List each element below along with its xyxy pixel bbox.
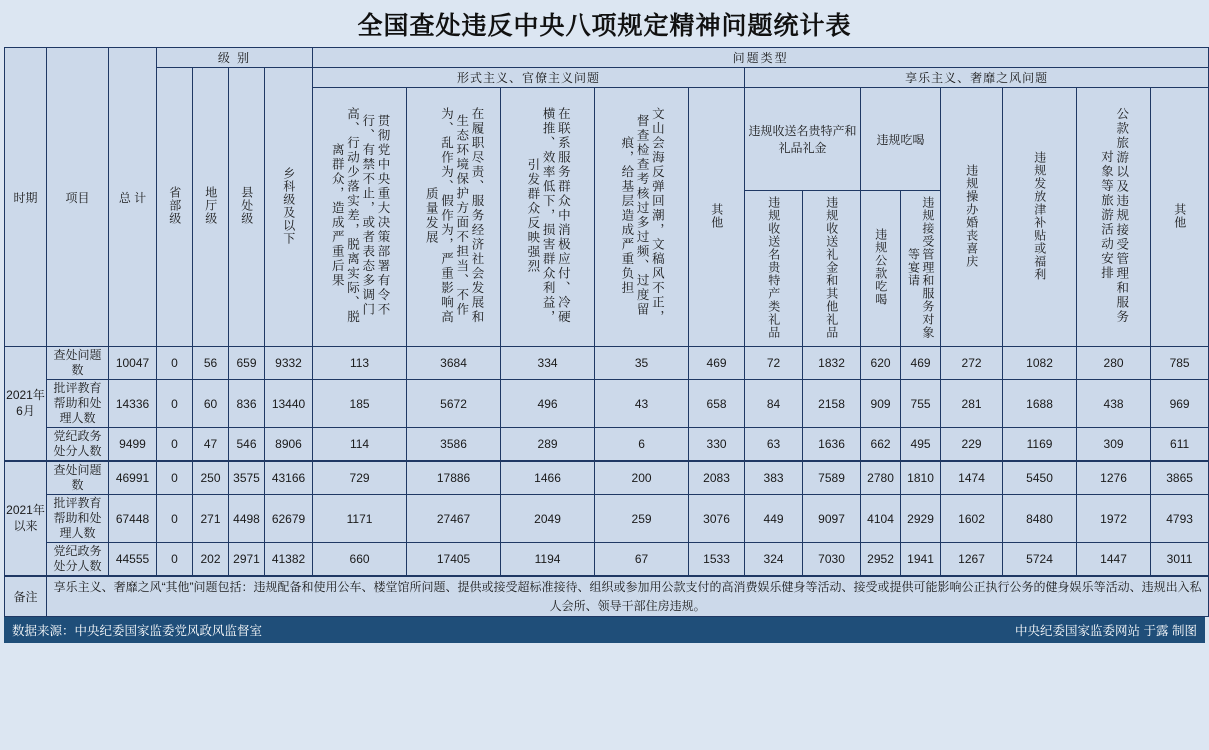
cell-hedonism-7: 1447 <box>1077 543 1151 577</box>
cell-hedonism-5: 1602 <box>941 495 1003 543</box>
table-row <box>5 461 1209 495</box>
cell-total: 46991 <box>109 461 157 495</box>
cell-level-2: 56 <box>193 347 229 380</box>
cell-hedonism-7: 1972 <box>1077 495 1151 543</box>
cell-hedonism-3: 620 <box>861 347 901 380</box>
cell-hedonism-1: 84 <box>745 380 803 428</box>
row-period: 2021年6月 <box>5 347 47 462</box>
cell-hedonism-8: 969 <box>1151 380 1209 428</box>
cell-formalism-2: 3586 <box>407 428 501 462</box>
footer-bar <box>4 617 1205 643</box>
cell-hedonism-2: 7589 <box>803 461 861 495</box>
header-formalism-1: 贯彻党中央重大决策部署有令不行、有禁不止，或者表态多调门高、行动少落实差，脱离实际、脱离群众，造成严重后果 <box>313 88 407 347</box>
row-label: 党纪政务处分人数 <box>47 543 109 577</box>
cell-formalism-1: 660 <box>313 543 407 577</box>
cell-hedonism-1: 449 <box>745 495 803 543</box>
row-label: 党纪政务处分人数 <box>47 428 109 462</box>
cell-hedonism-1: 72 <box>745 347 803 380</box>
table-row <box>5 380 1209 428</box>
cell-hedonism-7: 1276 <box>1077 461 1151 495</box>
cell-level-2: 250 <box>193 461 229 495</box>
cell-formalism-3: 1466 <box>501 461 595 495</box>
cell-hedonism-8: 3865 <box>1151 461 1209 495</box>
cell-formalism-5: 330 <box>689 428 745 462</box>
cell-hedonism-2: 9097 <box>803 495 861 543</box>
cell-hedonism-5: 1474 <box>941 461 1003 495</box>
cell-level-2: 271 <box>193 495 229 543</box>
row-label: 批评教育帮助和处理人数 <box>47 495 109 543</box>
cell-formalism-3: 2049 <box>501 495 595 543</box>
cell-formalism-2: 17405 <box>407 543 501 577</box>
cell-hedonism-4: 1941 <box>901 543 941 577</box>
header-total: 总 计 <box>109 48 157 347</box>
cell-formalism-3: 289 <box>501 428 595 462</box>
cell-level-4: 9332 <box>265 347 313 380</box>
cell-hedonism-3: 2952 <box>861 543 901 577</box>
cell-hedonism-4: 495 <box>901 428 941 462</box>
cell-level-2: 60 <box>193 380 229 428</box>
cell-hedonism-2: 1636 <box>803 428 861 462</box>
cell-hedonism-3: 2780 <box>861 461 901 495</box>
cell-level-3: 3575 <box>229 461 265 495</box>
statistics-table <box>4 47 1209 617</box>
header-level-1: 省部级 <box>157 68 193 347</box>
cell-formalism-2: 5672 <box>407 380 501 428</box>
header-hedonism-eat-banquet: 违规接受管理和服务对象等宴请 <box>901 191 941 347</box>
cell-level-1: 0 <box>157 543 193 577</box>
row-label: 批评教育帮助和处理人数 <box>47 380 109 428</box>
header-group-hedonism: 享乐主义、奢靡之风问题 <box>745 68 1209 88</box>
cell-hedonism-4: 755 <box>901 380 941 428</box>
header-formalism-2: 在履职尽责、服务经济社会发展和生态环境保护方面不担当、不作为、乱作为、假作为，严重影响高质量发展 <box>407 88 501 347</box>
cell-hedonism-4: 2929 <box>901 495 941 543</box>
cell-hedonism-3: 662 <box>861 428 901 462</box>
cell-level-3: 2971 <box>229 543 265 577</box>
cell-level-4: 43166 <box>265 461 313 495</box>
page-title: 全国查处违反中央八项规定精神问题统计表 <box>357 11 852 40</box>
header-level-2: 地厅级 <box>193 68 229 347</box>
cell-hedonism-7: 438 <box>1077 380 1151 428</box>
cell-formalism-4: 35 <box>595 347 689 380</box>
cell-formalism-5: 2083 <box>689 461 745 495</box>
header-hedonism-wedding: 违规操办婚丧喜庆 <box>941 88 1003 347</box>
cell-level-2: 47 <box>193 428 229 462</box>
cell-formalism-3: 496 <box>501 380 595 428</box>
header-hedonism-gift-specialty: 违规收送名贵特产类礼品 <box>745 191 803 347</box>
cell-hedonism-1: 63 <box>745 428 803 462</box>
cell-hedonism-7: 280 <box>1077 347 1151 380</box>
header-item: 项目 <box>47 48 109 347</box>
cell-hedonism-8: 611 <box>1151 428 1209 462</box>
table-row <box>5 543 1209 577</box>
cell-formalism-1: 729 <box>313 461 407 495</box>
cell-formalism-5: 469 <box>689 347 745 380</box>
cell-formalism-1: 114 <box>313 428 407 462</box>
header-hedonism-eat-public: 违规公款吃喝 <box>861 191 901 347</box>
table-row <box>5 347 1209 380</box>
header-formalism-5: 其他 <box>689 88 745 347</box>
header-hedonism-subsidy: 违规发放津补贴或福利 <box>1003 88 1077 347</box>
header-hedonism-gift: 违规收送名贵特产和礼品礼金 <box>745 88 861 191</box>
cell-level-3: 836 <box>229 380 265 428</box>
cell-hedonism-8: 4793 <box>1151 495 1209 543</box>
cell-formalism-5: 1533 <box>689 543 745 577</box>
header-level-4: 乡科级及以下 <box>265 68 313 347</box>
row-period: 2021年以来 <box>5 461 47 576</box>
cell-hedonism-5: 1267 <box>941 543 1003 577</box>
cell-hedonism-5: 281 <box>941 380 1003 428</box>
cell-hedonism-4: 469 <box>901 347 941 380</box>
note-label: 备注 <box>5 576 47 617</box>
cell-formalism-2: 27467 <box>407 495 501 543</box>
cell-formalism-4: 67 <box>595 543 689 577</box>
cell-hedonism-6: 1082 <box>1003 347 1077 380</box>
cell-hedonism-6: 1169 <box>1003 428 1077 462</box>
cell-formalism-3: 334 <box>501 347 595 380</box>
header-formalism-4: 文山会海反弹回潮，文稿风不正，督查检查考核过多过频、过度留痕，给基层造成严重负担 <box>595 88 689 347</box>
cell-level-3: 546 <box>229 428 265 462</box>
header-period: 时期 <box>5 48 47 347</box>
footer-credit: 中央纪委国家监委网站 于露 制图 <box>1015 624 1197 639</box>
header-hedonism-gift-money: 违规收送礼金和其他礼品 <box>803 191 861 347</box>
header-level-3: 县处级 <box>229 68 265 347</box>
header-group-formalism: 形式主义、官僚主义问题 <box>313 68 745 88</box>
header-formalism-3: 在联系服务群众中消极应付、冷硬横推、效率低下，损害群众利益，引发群众反映强烈 <box>501 88 595 347</box>
cell-formalism-5: 658 <box>689 380 745 428</box>
cell-hedonism-3: 909 <box>861 380 901 428</box>
cell-level-1: 0 <box>157 428 193 462</box>
cell-hedonism-5: 272 <box>941 347 1003 380</box>
cell-level-3: 659 <box>229 347 265 380</box>
cell-formalism-1: 113 <box>313 347 407 380</box>
cell-hedonism-2: 1832 <box>803 347 861 380</box>
cell-formalism-4: 259 <box>595 495 689 543</box>
cell-hedonism-1: 383 <box>745 461 803 495</box>
cell-total: 67448 <box>109 495 157 543</box>
cell-level-1: 0 <box>157 495 193 543</box>
cell-formalism-4: 6 <box>595 428 689 462</box>
cell-level-4: 8906 <box>265 428 313 462</box>
footer-source: 数据来源：中央纪委国家监委党风政风监督室 <box>12 624 263 639</box>
cell-formalism-2: 3684 <box>407 347 501 380</box>
cell-hedonism-1: 324 <box>745 543 803 577</box>
cell-hedonism-8: 785 <box>1151 347 1209 380</box>
cell-hedonism-7: 309 <box>1077 428 1151 462</box>
header-level-group: 级 别 <box>157 48 313 68</box>
header-hedonism-eat: 违规吃喝 <box>861 88 941 191</box>
table-row <box>5 495 1209 543</box>
cell-hedonism-4: 1810 <box>901 461 941 495</box>
cell-hedonism-2: 2158 <box>803 380 861 428</box>
cell-hedonism-8: 3011 <box>1151 543 1209 577</box>
cell-hedonism-6: 5450 <box>1003 461 1077 495</box>
note-text: 享乐主义、奢靡之风“其他”问题包括：违规配备和使用公车、楼堂馆所问题、提供或接受超标准接待、组织或参加用公款支付的高消费娱乐健身等活动、接受或提供可能影响公正执行公务的健身娱乐等活动、违规出入私人会所、领导干部住房违规。 <box>47 576 1209 617</box>
cell-hedonism-3: 4104 <box>861 495 901 543</box>
cell-formalism-1: 185 <box>313 380 407 428</box>
header-hedonism-other: 其他 <box>1151 88 1209 347</box>
cell-level-4: 41382 <box>265 543 313 577</box>
row-label: 查处问题数 <box>47 347 109 380</box>
cell-level-3: 4498 <box>229 495 265 543</box>
note-row <box>5 576 1209 617</box>
cell-total: 14336 <box>109 380 157 428</box>
cell-formalism-4: 200 <box>595 461 689 495</box>
cell-total: 9499 <box>109 428 157 462</box>
cell-level-4: 62679 <box>265 495 313 543</box>
cell-hedonism-5: 229 <box>941 428 1003 462</box>
cell-formalism-4: 43 <box>595 380 689 428</box>
cell-level-1: 0 <box>157 347 193 380</box>
cell-hedonism-2: 7030 <box>803 543 861 577</box>
cell-formalism-2: 17886 <box>407 461 501 495</box>
cell-formalism-3: 1194 <box>501 543 595 577</box>
header-problem-type: 问题类型 <box>313 48 1209 68</box>
cell-total: 44555 <box>109 543 157 577</box>
cell-formalism-1: 1171 <box>313 495 407 543</box>
cell-hedonism-6: 5724 <box>1003 543 1077 577</box>
cell-hedonism-6: 1688 <box>1003 380 1077 428</box>
row-label: 查处问题数 <box>47 461 109 495</box>
header-hedonism-travel: 公款旅游以及违规接受管理和服务对象等旅游活动安排 <box>1077 88 1151 347</box>
table-row <box>5 428 1209 462</box>
table-body <box>5 347 1209 617</box>
cell-level-4: 13440 <box>265 380 313 428</box>
cell-level-1: 0 <box>157 380 193 428</box>
cell-level-2: 202 <box>193 543 229 577</box>
cell-formalism-5: 3076 <box>689 495 745 543</box>
cell-hedonism-6: 8480 <box>1003 495 1077 543</box>
cell-total: 10047 <box>109 347 157 380</box>
cell-level-1: 0 <box>157 461 193 495</box>
